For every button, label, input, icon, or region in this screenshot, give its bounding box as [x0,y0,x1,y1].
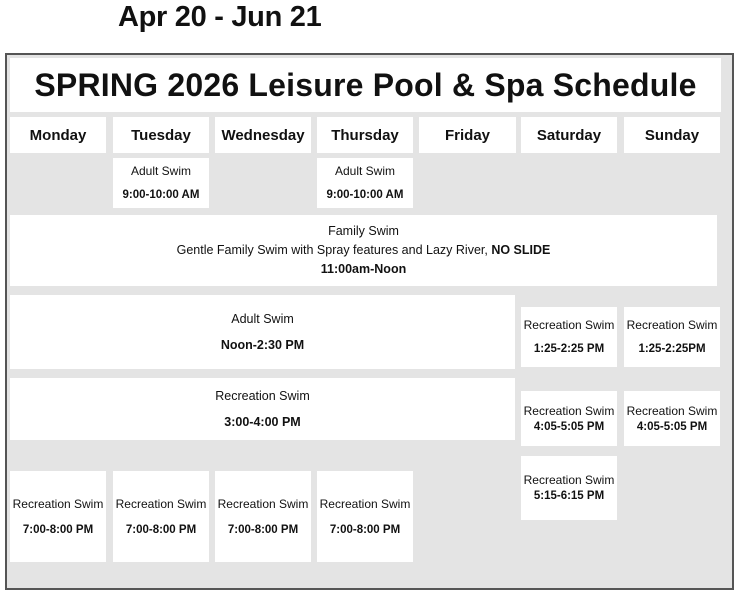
schedule-title: SPRING 2026 Leisure Pool & Spa Schedule [10,58,721,112]
session-name: Recreation Swim [215,389,310,403]
session-family-swim [10,215,717,286]
session-time: 3:00-4:00 PM [224,415,301,429]
session-name: Recreation Swim [523,403,615,418]
session-name: Recreation Swim [626,318,718,332]
session-description [177,241,551,260]
session-name: Adult Swim [130,164,192,178]
day-header-sunday: Sunday [624,117,720,153]
session-name: Recreation Swim [523,473,615,487]
session-name: Recreation Swim [115,496,207,511]
day-header-thursday: Thursday [317,117,413,153]
session-time: 7:00-8:00 PM [329,523,401,536]
session-time: 9:00-10:00 AM [122,189,200,201]
session-saturday-rec-swim-2 [521,391,617,446]
session-time: 4:05-5:05 PM [533,420,605,433]
session-time: Noon-2:30 PM [220,338,305,352]
session-time: 7:00-8:00 PM [125,523,197,536]
session-wednesday-rec-swim-evening [215,471,311,562]
day-header-monday: Monday [10,117,106,153]
session-name: Adult Swim [231,312,294,326]
session-description-text: Gentle Family Swim with Spray features and Lazy River, [176,243,488,257]
session-weekday-adult-swim [10,295,515,369]
schedule-frame [5,53,734,590]
session-monday-rec-swim-evening [10,471,106,562]
session-time: 7:00-8:00 PM [22,523,94,536]
session-name: Recreation Swim [626,403,718,418]
session-time: 1:25-2:25PM [638,343,706,355]
session-saturday-rec-swim-1 [521,307,617,367]
session-name: Adult Swim [334,164,396,178]
date-range-heading: Apr 20 - Jun 21 [118,1,322,33]
day-header-wednesday: Wednesday [215,117,311,153]
day-header-tuesday: Tuesday [113,117,209,153]
session-time: 5:15-6:15 PM [533,490,605,502]
session-sunday-rec-swim-2 [624,391,720,446]
session-name: Family Swim [328,224,399,238]
day-header-saturday: Saturday [521,117,617,153]
session-time: 7:00-8:00 PM [227,523,299,536]
session-name: Recreation Swim [12,496,104,511]
session-saturday-rec-swim-3 [521,456,617,520]
session-name: Recreation Swim [319,496,411,511]
session-name: Recreation Swim [523,318,615,332]
session-time [321,260,406,279]
session-thursday-adult-swim [317,158,413,208]
session-tuesday-adult-swim [113,158,209,208]
session-time-text: 11:00am-Noon [320,262,407,276]
session-time: 1:25-2:25 PM [533,343,605,355]
session-weekday-rec-swim [10,378,515,440]
session-time: 9:00-10:00 AM [326,189,404,201]
day-header-friday: Friday [419,117,516,153]
session-description-bold: NO SLIDE [491,243,551,257]
session-thursday-rec-swim-evening [317,471,413,562]
session-sunday-rec-swim-1 [624,307,720,367]
session-tuesday-rec-swim-evening [113,471,209,562]
session-name: Recreation Swim [217,496,309,511]
session-time: 4:05-5:05 PM [636,420,708,433]
